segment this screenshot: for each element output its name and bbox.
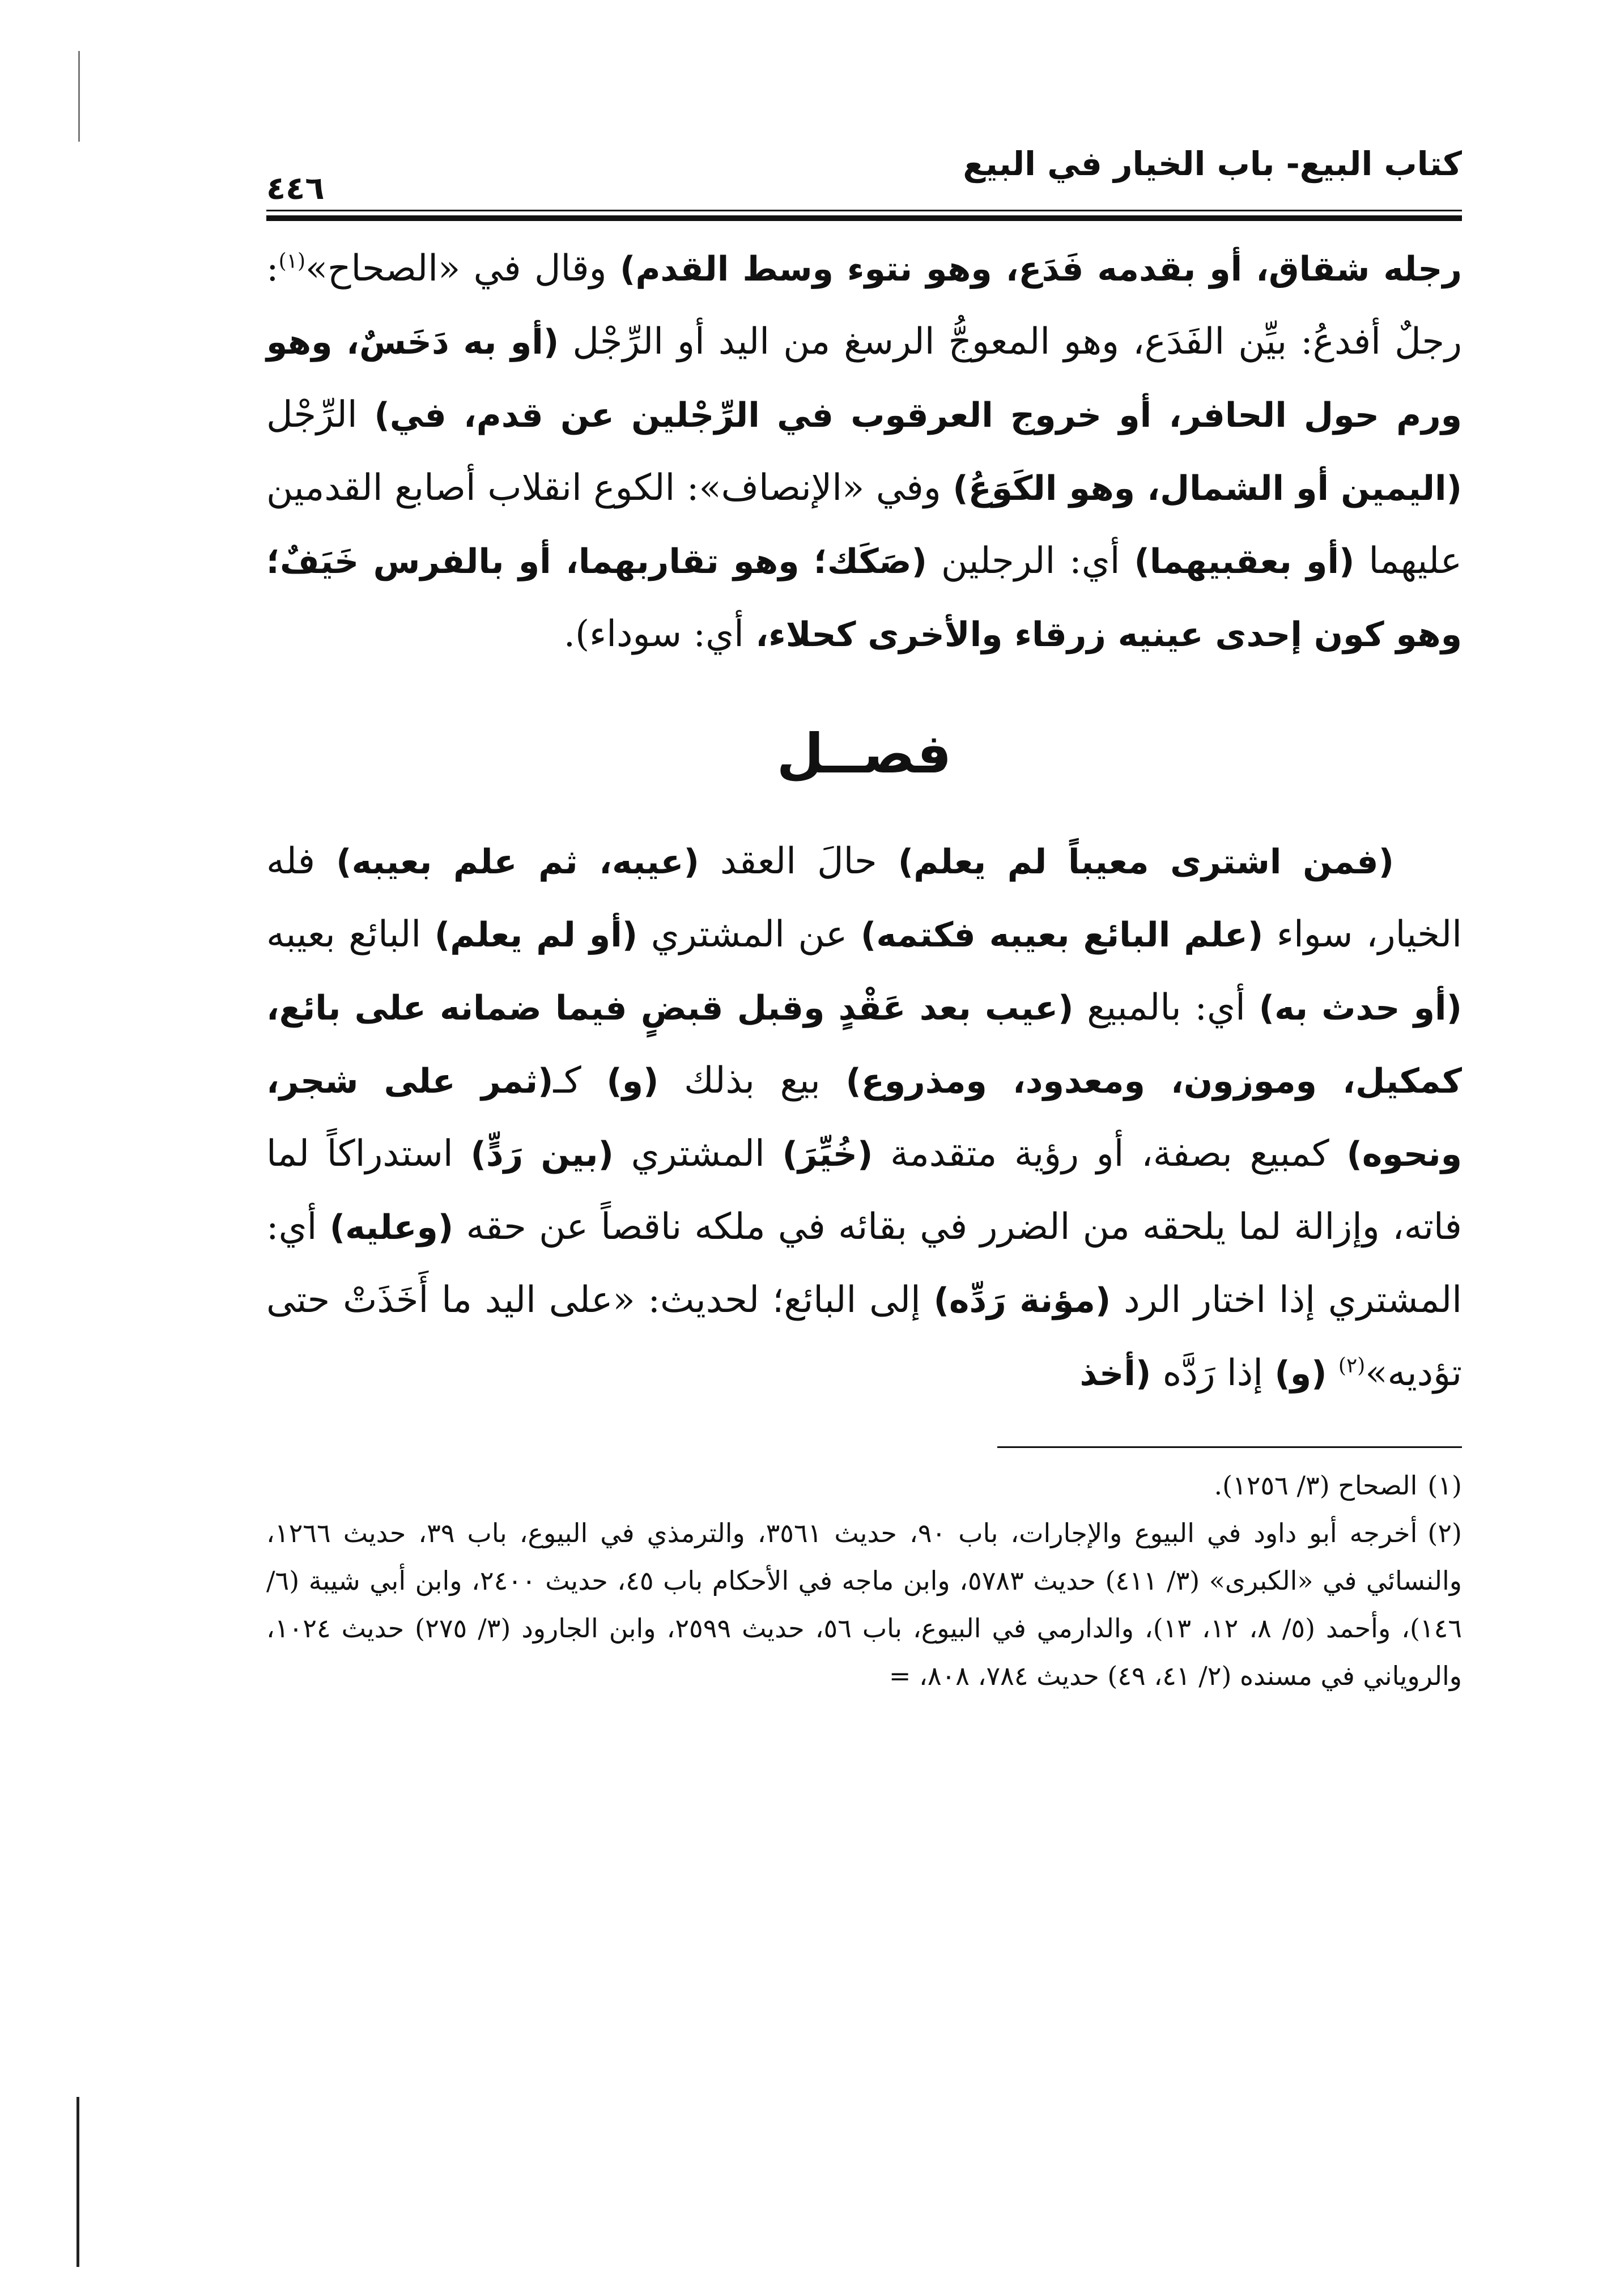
sharh-text: وقال في «الصحاح» xyxy=(305,248,620,290)
paragraph-1 xyxy=(266,232,1462,671)
footnote-2 xyxy=(266,1509,1462,1700)
matn-text: (مؤنة رَدِّه) xyxy=(933,1281,1111,1320)
sharh-text: إلى البائع؛ لحديث: «على اليد ما أَخَذَتْ حتى تؤديه» xyxy=(266,1279,1462,1394)
header-rule-thin xyxy=(266,210,1462,211)
matn-text: (خُيِّرَ) xyxy=(782,1135,873,1174)
running-title: كتاب البيع- باب الخيار في البيع xyxy=(963,145,1462,183)
sharh-text: عن المشتري xyxy=(637,914,861,956)
matn-text: (أو بعقبيهما) xyxy=(1134,542,1355,581)
matn-text: رجله شقاق، أو بقدمه فَدَع، وهو نتوء وسط القدم) xyxy=(620,249,1463,289)
footnotes xyxy=(266,1462,1462,1700)
paragraph-2 xyxy=(266,825,1462,1410)
matn-text: (وعليه) xyxy=(329,1208,454,1247)
sharh-text: أي: بالمبيع xyxy=(1073,987,1259,1029)
footnote-ref: (٢) xyxy=(1338,1354,1366,1378)
footnote-text: أخرجه أبو داود في البيوع والإجارات، باب ٩٠، حديث ٣٥٦١، والترمذي في البيوع، باب ٣٩، حديث ١٢٦٦، والنسائي في «الكبرى» (٣/ ٤١١) حديث ٥٧٨٣، وابن ماجه في الأحكام باب ٤٥، حديث ٢٤٠٠، وابن أبي شيبة (٦/ ١٤٦)، وأحمد (٥/ ٨، ١٢، ١٣)، والدارمي في البيوع، باب ٥٦، حديث ٢٥٩٩، وابن الجارود (٣/ ٢٧٥) حديث ١٠٢٤، والروياني في مسنده (٢/ ٤١، ٤٩) حديث ٧٨٤، ٨٠٨، = xyxy=(266,1518,1463,1691)
matn-text: (علم البائع بعيبه فكتمه) xyxy=(860,915,1264,955)
sharh-text: فله الخيار، سواء xyxy=(266,840,1462,956)
footnote-number: (١) xyxy=(1427,1470,1462,1501)
sharh-text: الرِّجْل xyxy=(266,394,375,436)
header-rule-thick xyxy=(266,215,1462,221)
matn-text: (بين رَدٍّ) xyxy=(470,1135,614,1174)
book-page xyxy=(266,130,1462,1700)
sharh-text: كمبيع بصفة، أو رؤية متقدمة xyxy=(873,1133,1347,1175)
sharh-text: المشتري xyxy=(613,1133,783,1175)
margin-scan-line-bottom xyxy=(76,2097,79,2267)
section-heading: فصــل xyxy=(776,722,952,785)
footnote-ref: (١) xyxy=(278,249,305,273)
matn-text: (أو به دَخَسٌ، وهو ورم حول الحافر، أو خروج العرقوب في الرِّجْلين عن قدم، في) xyxy=(266,322,1462,435)
matn-text: (و) xyxy=(606,1061,659,1101)
sharh-text: إذا رَدَّه xyxy=(1151,1352,1275,1394)
footnote-separator xyxy=(997,1446,1462,1448)
sharh-text: أي: سوداء). xyxy=(563,613,756,655)
footnote-text: الصحاح (٣/ ١٢٥٦). xyxy=(1214,1470,1418,1501)
sharh-text: كـ xyxy=(553,1060,607,1102)
sharh-text: وفي «الإنصاف»: الكوع انقلاب أصابع القدمين عليهما xyxy=(266,467,1463,582)
matn-text: (أخذ xyxy=(1079,1354,1151,1394)
matn-text: (فمن اشترى معيباً لم يعلم) xyxy=(898,842,1395,882)
matn-text: (صَكَك؛ وهو تقاربهما، أو بالفرس خَيَفٌ؛ وهو كون إحدى عينيه زرقاء والأخرى كحلاء، xyxy=(266,542,1462,655)
matn-text: (ثمر على شجر، ونحوه) xyxy=(266,1061,1462,1174)
matn-text: (عيبه، ثم علم بعيبه) xyxy=(336,842,699,882)
matn-text: (اليمين أو الشمال، وهو الكَوَعُ) xyxy=(953,469,1463,508)
sharh-text xyxy=(1327,1352,1338,1394)
matn-text: (و) xyxy=(1274,1354,1327,1394)
matn-text: (عيب بعد عَقْدٍ وقبل قبضٍ فيما ضمانه على بائع، كمكيل، وموزون، ومعدود، ومذروع) xyxy=(266,988,1463,1101)
sharh-text: أي: المشتري إذا اختار الرد xyxy=(266,1206,1463,1321)
footnote-1 xyxy=(266,1462,1462,1509)
footnote-number: (٢) xyxy=(1427,1518,1462,1548)
sharh-text: استدراكاً لما فاته، وإزالة لما يلحقه من الضرر في بقائه في ملكه ناقصاً عن حقه xyxy=(266,1133,1463,1248)
sharh-text: بيع بذلك xyxy=(658,1060,846,1102)
sharh-text: البائع بعيبه xyxy=(266,914,435,956)
page-header xyxy=(266,130,1462,215)
matn-text: (أو حدث به) xyxy=(1259,988,1463,1028)
matn-text: (أو لم يعلم) xyxy=(434,915,638,955)
page-number: ٤٤٦ xyxy=(266,170,325,207)
sharh-text: حالَ العقد xyxy=(699,840,898,882)
margin-scan-line-top xyxy=(78,51,80,142)
sharh-text: : رجلٌ أفدعُ: بيِّن الفَدَع، وهو المعوجُّ الرسغ من اليد أو الرِّجْل xyxy=(266,248,1463,363)
sharh-text: أي: الرجلين xyxy=(927,540,1134,582)
